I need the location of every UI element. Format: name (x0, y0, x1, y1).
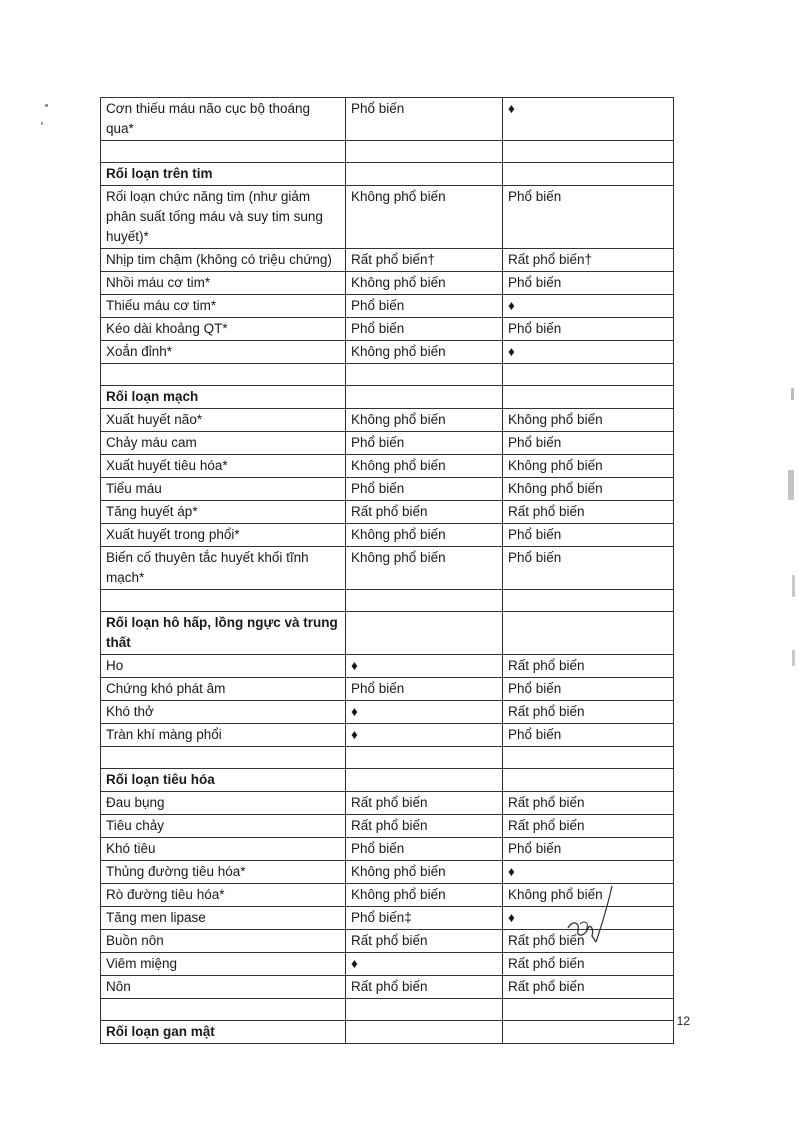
table-row (101, 815, 674, 838)
frequency-cell-col3 (503, 364, 674, 386)
frequency-cell-col2 (346, 612, 503, 655)
frequency-cell-col3: ♦ (503, 98, 674, 141)
table-row (101, 98, 674, 141)
scan-edge-mark (788, 470, 794, 500)
frequency-cell-col2: Không phổ biến (346, 884, 503, 907)
table-row (101, 249, 674, 272)
frequency-cell-col3 (503, 747, 674, 769)
reaction-cell: Buồn nôn (101, 930, 346, 953)
reaction-cell (101, 141, 346, 163)
table-row (101, 478, 674, 501)
scan-speck (41, 122, 43, 125)
frequency-cell-col3: Phổ biến (503, 432, 674, 455)
table-row (101, 547, 674, 590)
frequency-cell-col2: Phổ biến (346, 98, 503, 141)
frequency-cell-col3: ♦ (503, 861, 674, 884)
reaction-cell: Thiếu máu cơ tim* (101, 295, 346, 318)
scan-edge-mark (792, 650, 795, 666)
page-number: 12 (676, 1014, 690, 1028)
reaction-cell: Rò đường tiêu hóa* (101, 884, 346, 907)
section-header-row (101, 163, 674, 186)
reaction-cell: Tiêu chảy (101, 815, 346, 838)
reaction-cell: Xuất huyết não* (101, 409, 346, 432)
blank-row (101, 590, 674, 612)
reaction-cell: Xuất huyết trong phổi* (101, 524, 346, 547)
table-row (101, 455, 674, 478)
frequency-cell-col3: Phổ biến (503, 186, 674, 249)
table-row (101, 861, 674, 884)
frequency-cell-col2: Phổ biến (346, 432, 503, 455)
frequency-cell-col2: Không phổ biến (346, 272, 503, 295)
frequency-cell-col3 (503, 999, 674, 1021)
reaction-cell: Tiểu máu (101, 478, 346, 501)
frequency-cell-col3: Không phổ biến (503, 884, 674, 907)
frequency-cell-col3: Phổ biến (503, 547, 674, 590)
reaction-cell: Rối loạn tiêu hóa (101, 769, 346, 792)
frequency-cell-col2: Không phổ biến (346, 547, 503, 590)
section-header-row (101, 386, 674, 409)
table-row (101, 318, 674, 341)
frequency-cell-col3: Rất phổ biến (503, 701, 674, 724)
frequency-cell-col3: ♦ (503, 295, 674, 318)
frequency-cell-col2: Rất phổ biến† (346, 249, 503, 272)
frequency-cell-col3: Phổ biến (503, 272, 674, 295)
reaction-cell (101, 747, 346, 769)
frequency-cell-col3: Không phổ biến (503, 409, 674, 432)
table-row (101, 976, 674, 999)
frequency-cell-col3 (503, 590, 674, 612)
frequency-cell-col3: ♦ (503, 341, 674, 364)
reaction-cell: Xoắn đỉnh* (101, 341, 346, 364)
frequency-cell-col3: Rất phổ biến (503, 501, 674, 524)
reaction-cell: Biến cố thuyên tắc huyết khối tĩnh mạch* (101, 547, 346, 590)
section-header-row (101, 1021, 674, 1044)
frequency-cell-col2: Phổ biến (346, 678, 503, 701)
frequency-cell-col3: Phổ biến (503, 318, 674, 341)
frequency-cell-col3: ♦ (503, 907, 674, 930)
blank-row (101, 364, 674, 386)
table-row (101, 295, 674, 318)
reaction-cell: Nhịp tim chậm (không có triệu chứng) (101, 249, 346, 272)
reaction-cell: Tràn khí màng phổi (101, 724, 346, 747)
reaction-cell: Tăng men lipase (101, 907, 346, 930)
table-row (101, 701, 674, 724)
reaction-cell: Rối loạn gan mật (101, 1021, 346, 1044)
reaction-cell (101, 590, 346, 612)
table-row (101, 655, 674, 678)
frequency-cell-col2 (346, 590, 503, 612)
reaction-cell: Kéo dài khoảng QT* (101, 318, 346, 341)
reaction-cell: Rối loạn hô hấp, lồng ngực và trung thất (101, 612, 346, 655)
frequency-cell-col2: Không phổ biến (346, 524, 503, 547)
reaction-cell (101, 364, 346, 386)
frequency-cell-col2: Rất phổ biến (346, 930, 503, 953)
frequency-cell-col3: Không phổ biến (503, 478, 674, 501)
frequency-cell-col2: Phổ biến‡ (346, 907, 503, 930)
frequency-cell-col3: Rất phổ biến (503, 655, 674, 678)
table-row (101, 501, 674, 524)
frequency-cell-col3: Rất phổ biến (503, 930, 674, 953)
table-row (101, 341, 674, 364)
frequency-cell-col2: Rất phổ biến (346, 501, 503, 524)
frequency-cell-col2: Phổ biến (346, 295, 503, 318)
reaction-cell: Nhồi máu cơ tim* (101, 272, 346, 295)
frequency-cell-col3: Không phổ biến (503, 455, 674, 478)
blank-row (101, 747, 674, 769)
frequency-cell-col3 (503, 769, 674, 792)
frequency-cell-col2: ♦ (346, 655, 503, 678)
frequency-cell-col3 (503, 1021, 674, 1044)
reaction-cell: Tăng huyết áp* (101, 501, 346, 524)
table-row (101, 272, 674, 295)
frequency-cell-col2: ♦ (346, 701, 503, 724)
frequency-cell-col3: Rất phổ biến (503, 953, 674, 976)
frequency-cell-col3 (503, 163, 674, 186)
reaction-cell: Rối loạn mạch (101, 386, 346, 409)
table-row (101, 186, 674, 249)
reaction-cell: Rối loạn chức năng tim (như giảm phân suất tống máu và suy tim sung huyết)* (101, 186, 346, 249)
scan-edge-mark (791, 388, 794, 400)
handwritten-initials (560, 884, 620, 964)
reaction-cell: Ho (101, 655, 346, 678)
table-row (101, 432, 674, 455)
frequency-cell-col3: Rất phổ biến (503, 815, 674, 838)
frequency-cell-col2: Không phổ biến (346, 409, 503, 432)
reaction-cell: Khó thở (101, 701, 346, 724)
table-row (101, 678, 674, 701)
reaction-cell: Rối loạn trên tim (101, 163, 346, 186)
scan-edge-mark (792, 575, 795, 597)
frequency-cell-col3 (503, 386, 674, 409)
table-row (101, 724, 674, 747)
frequency-cell-col2: Không phổ biến (346, 861, 503, 884)
frequency-cell-col2: Không phổ biến (346, 455, 503, 478)
frequency-cell-col2 (346, 141, 503, 163)
frequency-cell-col2 (346, 1021, 503, 1044)
table-row (101, 792, 674, 815)
reaction-cell: Chảy máu cam (101, 432, 346, 455)
table-row (101, 524, 674, 547)
frequency-cell-col3: Phổ biến (503, 838, 674, 861)
reaction-cell: Thủng đường tiêu hóa* (101, 861, 346, 884)
frequency-cell-col2: Phổ biến (346, 318, 503, 341)
reaction-cell: Viêm miệng (101, 953, 346, 976)
frequency-cell-col3: Phổ biến (503, 524, 674, 547)
frequency-cell-col2 (346, 769, 503, 792)
frequency-cell-col3: Rất phổ biến† (503, 249, 674, 272)
frequency-cell-col2 (346, 999, 503, 1021)
frequency-cell-col2 (346, 163, 503, 186)
section-header-row (101, 612, 674, 655)
frequency-cell-col3: Phổ biến (503, 678, 674, 701)
section-header-row (101, 769, 674, 792)
reaction-cell: Chứng khó phát âm (101, 678, 346, 701)
frequency-cell-col3 (503, 141, 674, 163)
scan-speck (45, 104, 48, 107)
reaction-cell: Đau bụng (101, 792, 346, 815)
frequency-cell-col3: Phổ biến (503, 724, 674, 747)
blank-row (101, 141, 674, 163)
frequency-cell-col2: Rất phổ biến (346, 815, 503, 838)
frequency-cell-col2: Rất phổ biến (346, 976, 503, 999)
frequency-cell-col2: ♦ (346, 953, 503, 976)
frequency-cell-col2 (346, 747, 503, 769)
reaction-cell (101, 999, 346, 1021)
frequency-cell-col2: ♦ (346, 724, 503, 747)
frequency-cell-col3 (503, 612, 674, 655)
table-row (101, 838, 674, 861)
frequency-cell-col2: Không phổ biến (346, 341, 503, 364)
frequency-cell-col2: Phổ biến (346, 478, 503, 501)
reaction-cell: Cơn thiếu máu não cục bộ thoáng qua* (101, 98, 346, 141)
frequency-cell-col2: Rất phổ biến (346, 792, 503, 815)
reaction-cell: Xuất huyết tiêu hóa* (101, 455, 346, 478)
frequency-cell-col2: Phổ biến (346, 838, 503, 861)
reaction-cell: Nôn (101, 976, 346, 999)
blank-row (101, 999, 674, 1021)
table-row (101, 409, 674, 432)
frequency-cell-col2 (346, 386, 503, 409)
frequency-cell-col3: Rất phổ biến (503, 976, 674, 999)
frequency-cell-col3: Rất phổ biến (503, 792, 674, 815)
frequency-cell-col2 (346, 364, 503, 386)
reaction-cell: Khó tiêu (101, 838, 346, 861)
frequency-cell-col2: Không phổ biến (346, 186, 503, 249)
